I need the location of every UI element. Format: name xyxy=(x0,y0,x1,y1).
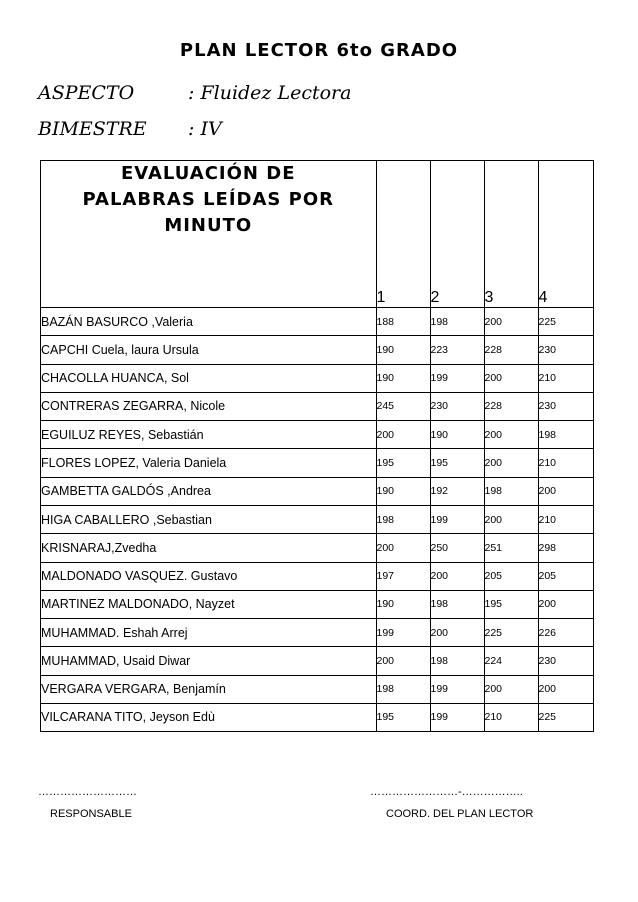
score-cell-3: 195 xyxy=(484,590,538,618)
score-cell-3: 200 xyxy=(484,675,538,703)
score-cell-2: 198 xyxy=(430,590,484,618)
table-row xyxy=(41,590,593,618)
table-row xyxy=(41,703,593,731)
score-cell-4: 210 xyxy=(538,449,593,477)
score-cell-3: 225 xyxy=(484,619,538,647)
table-header-row xyxy=(41,161,593,308)
student-name: GAMBETTA GALDÓS ,Andrea xyxy=(41,477,376,505)
score-cell-2: 250 xyxy=(430,534,484,562)
score-cell-2: 190 xyxy=(430,421,484,449)
score-cell-3: 200 xyxy=(484,364,538,392)
student-name: CHACOLLA HUANCA, Sol xyxy=(41,364,376,392)
score-cell-2: 200 xyxy=(430,619,484,647)
score-cell-4: 210 xyxy=(538,364,593,392)
score-cell-1: 199 xyxy=(376,619,430,647)
student-name: MUHAMMAD. Eshah Arrej xyxy=(41,619,376,647)
column-header-3: 3 xyxy=(484,161,538,308)
score-cell-4: 200 xyxy=(538,590,593,618)
student-name: CONTRERAS ZEGARRA, Nicole xyxy=(41,392,376,420)
table-row xyxy=(41,364,593,392)
table-row xyxy=(41,534,593,562)
score-cell-4: 225 xyxy=(538,308,593,336)
table-body xyxy=(41,308,593,732)
score-cell-3: 224 xyxy=(484,647,538,675)
score-cell-1: 245 xyxy=(376,392,430,420)
header-title-line: MINUTO xyxy=(164,215,253,236)
score-cell-1: 198 xyxy=(376,505,430,533)
table-row xyxy=(41,449,593,477)
coordinador-label: COORD. DEL PLAN LECTOR xyxy=(386,808,534,820)
score-cell-3: 198 xyxy=(484,477,538,505)
score-cell-1: 200 xyxy=(376,534,430,562)
score-cell-1: 200 xyxy=(376,647,430,675)
score-cell-3: 200 xyxy=(484,505,538,533)
table-row xyxy=(41,336,593,364)
student-name: HIGA CABALLERO ,Sebastian xyxy=(41,505,376,533)
column-header-4: 4 xyxy=(538,161,593,308)
table-row xyxy=(41,675,593,703)
header-title-line: PALABRAS LEÍDAS POR xyxy=(82,189,335,210)
responsable-signature-line: ……………………… xyxy=(38,786,137,798)
student-name: FLORES LOPEZ, Valeria Daniela xyxy=(41,449,376,477)
aspecto-label: ASPECTO xyxy=(38,82,135,104)
column-header-1: 1 xyxy=(376,161,430,308)
score-cell-2: 199 xyxy=(430,703,484,731)
score-cell-4: 198 xyxy=(538,421,593,449)
header-title-line: EVALUACIÓN DE xyxy=(120,163,296,184)
scores-table-container xyxy=(40,160,594,732)
score-cell-1: 195 xyxy=(376,449,430,477)
score-cell-1: 190 xyxy=(376,336,430,364)
score-cell-4: 226 xyxy=(538,619,593,647)
score-cell-4: 200 xyxy=(538,675,593,703)
student-name: MARTINEZ MALDONADO, Nayzet xyxy=(41,590,376,618)
score-cell-1: 188 xyxy=(376,308,430,336)
student-name: VILCARANA TITO, Jeyson Edù xyxy=(41,703,376,731)
score-cell-4: 298 xyxy=(538,534,593,562)
score-cell-1: 190 xyxy=(376,590,430,618)
score-cell-3: 210 xyxy=(484,703,538,731)
score-cell-2: 199 xyxy=(430,364,484,392)
table-row xyxy=(41,505,593,533)
column-header-2: 2 xyxy=(430,161,484,308)
score-cell-1: 197 xyxy=(376,562,430,590)
score-cell-4: 210 xyxy=(538,505,593,533)
score-cell-2: 199 xyxy=(430,675,484,703)
score-cell-4: 200 xyxy=(538,477,593,505)
table-row xyxy=(41,308,593,336)
score-cell-3: 228 xyxy=(484,392,538,420)
score-cell-2: 198 xyxy=(430,308,484,336)
score-cell-3: 200 xyxy=(484,449,538,477)
student-name: VERGARA VERGARA, Benjamín xyxy=(41,675,376,703)
score-cell-2: 192 xyxy=(430,477,484,505)
score-cell-2: 230 xyxy=(430,392,484,420)
score-cell-3: 205 xyxy=(484,562,538,590)
responsable-label: RESPONSABLE xyxy=(50,808,132,820)
score-cell-2: 195 xyxy=(430,449,484,477)
student-name: MALDONADO VASQUEZ. Gustavo xyxy=(41,562,376,590)
table-row xyxy=(41,619,593,647)
score-cell-4: 225 xyxy=(538,703,593,731)
student-name: BAZÁN BASURCO ,Valeria xyxy=(41,308,376,336)
score-cell-2: 200 xyxy=(430,562,484,590)
score-cell-1: 200 xyxy=(376,421,430,449)
score-cell-4: 230 xyxy=(538,647,593,675)
bimestre-label: BIMESTRE xyxy=(38,118,147,140)
table-row xyxy=(41,562,593,590)
student-name: EGUILUZ REYES, Sebastián xyxy=(41,421,376,449)
table-row xyxy=(41,421,593,449)
score-cell-3: 251 xyxy=(484,534,538,562)
student-name: CAPCHI Cuela, laura Ursula xyxy=(41,336,376,364)
score-cell-4: 230 xyxy=(538,392,593,420)
score-cell-2: 199 xyxy=(430,505,484,533)
score-cell-4: 205 xyxy=(538,562,593,590)
table-row xyxy=(41,392,593,420)
scores-table xyxy=(41,161,593,731)
score-cell-1: 195 xyxy=(376,703,430,731)
score-cell-1: 190 xyxy=(376,364,430,392)
score-cell-1: 198 xyxy=(376,675,430,703)
aspecto-value: : Fluidez Lectora xyxy=(188,82,352,104)
page-title: PLAN LECTOR 6to GRADO xyxy=(179,40,459,61)
bimestre-value: : IV xyxy=(188,118,222,140)
score-cell-1: 190 xyxy=(376,477,430,505)
student-name: MUHAMMAD, Usaid Diwar xyxy=(41,647,376,675)
coordinador-signature-line: ……………………-…………….. xyxy=(370,786,523,798)
table-header-title xyxy=(41,161,376,308)
score-cell-2: 198 xyxy=(430,647,484,675)
table-row xyxy=(41,477,593,505)
score-cell-3: 200 xyxy=(484,308,538,336)
score-cell-3: 200 xyxy=(484,421,538,449)
score-cell-4: 230 xyxy=(538,336,593,364)
score-cell-2: 223 xyxy=(430,336,484,364)
score-cell-3: 228 xyxy=(484,336,538,364)
table-row xyxy=(41,647,593,675)
student-name: KRISNARAJ,Zvedha xyxy=(41,534,376,562)
